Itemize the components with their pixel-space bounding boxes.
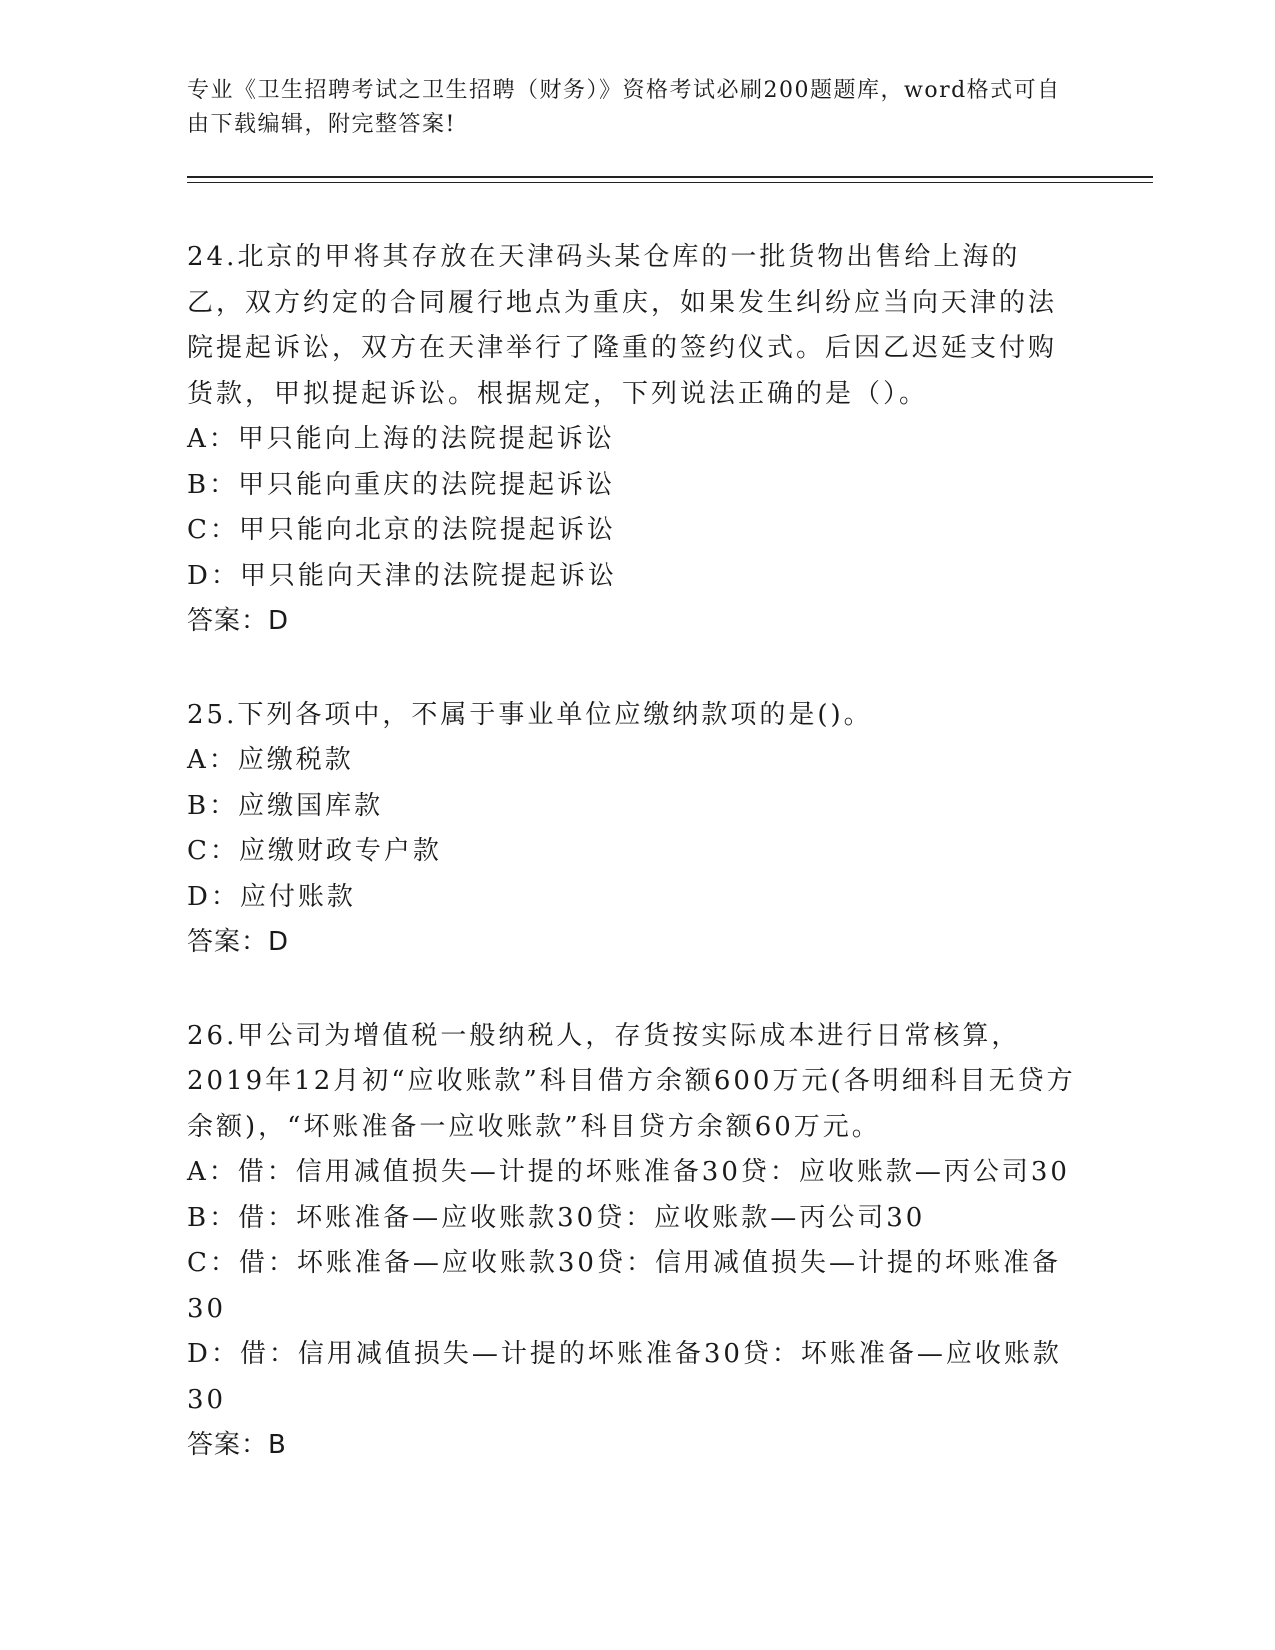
divider-thick-line — [187, 176, 1153, 178]
answer-line: 答案：B — [187, 1430, 287, 1460]
question-list — [187, 235, 1077, 1517]
option-b: B：借：坏账准备—应收账款30贷：应收账款—丙公司30 — [187, 1202, 926, 1233]
divider-thin-line — [187, 182, 1153, 183]
option-a: A：甲只能向上海的法院提起诉讼 — [187, 424, 615, 454]
option-d: D：甲只能向天津的法院提起诉讼 — [187, 560, 617, 591]
option-b: B：甲只能向重庆的法院提起诉讼 — [187, 469, 616, 500]
option-d: D：借：信用减值损失—计提的坏账准备30贷：坏账准备—应收账款30 — [187, 1339, 1062, 1415]
document-header — [187, 74, 1067, 142]
option-d: D：应付账款 — [187, 881, 356, 912]
question-stem: 24.北京的甲将其存放在天津码头某仓库的一批货物出售给上海的乙，双方约定的合同履行地点为重庆，如果发生纠纷应当向天津的法院提起诉讼，双方在天津举行了隆重的签约仪式。后因乙迟延支付购货款，甲拟提起诉讼。根据规定，下列说法正确的是（）。 — [187, 242, 1058, 409]
question-24 — [187, 235, 1077, 645]
answer-line: 答案：D — [187, 606, 290, 636]
option-c: C：借：坏账准备—应收账款30贷：信用减值损失—计提的坏账准备30 — [187, 1248, 1061, 1324]
option-b: B：应缴国库款 — [187, 790, 384, 821]
question-stem: 26.甲公司为增值税一般纳税人，存货按实际成本进行日常核算，2019年12月初“应收账款”科目借方余额600万元(各明细科目无贷方余额)，“坏账准备一应收账款”科目贷方余额60万元。 — [187, 1020, 1076, 1142]
option-c: C：应缴财政专户款 — [187, 836, 442, 866]
option-a: A：应缴税款 — [187, 745, 354, 775]
question-25 — [187, 693, 1077, 966]
option-a: A：借：信用减值损失—计提的坏账准备30贷：应收账款—丙公司30 — [187, 1157, 1070, 1187]
question-26 — [187, 1014, 1077, 1469]
answer-line: 答案：D — [187, 927, 290, 957]
header-divider — [187, 176, 1153, 183]
header-title: 专业《卫生招聘考试之卫生招聘（财务）》资格考试必刷200题题库，word格式可自由下载编辑，附完整答案! — [187, 78, 1061, 137]
option-c: C：甲只能向北京的法院提起诉讼 — [187, 515, 616, 545]
question-stem: 25.下列各项中，不属于事业单位应缴纳款项的是()。 — [187, 699, 873, 730]
